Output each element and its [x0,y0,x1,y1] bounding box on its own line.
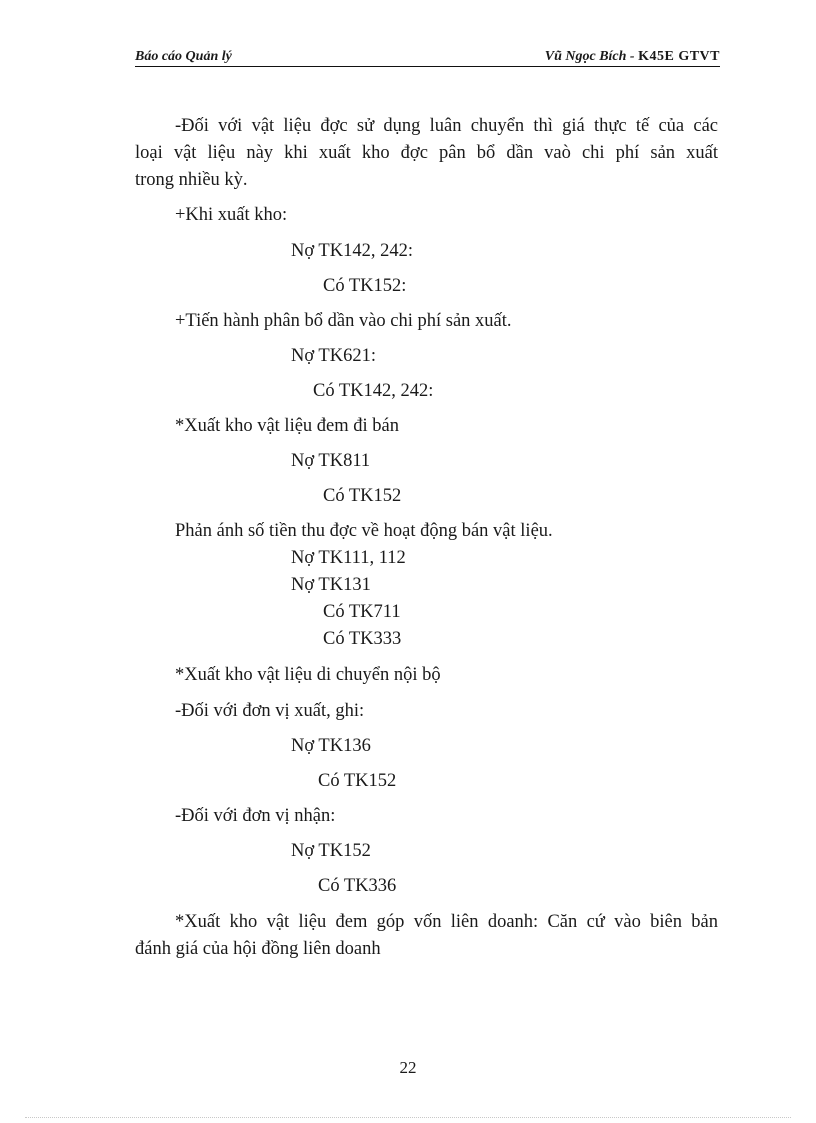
subheading-tien-hanh: +Tiến hành phân bổ dần vào chi phí sản xuất. [175,311,512,331]
header-author [545,49,720,65]
paragraph-line: -Đối với vật liệu đợc sử dụng luân chuyển thì giá thực tế của các [175,116,718,136]
entry-debit: Nợ TK811 [291,451,371,471]
entry-debit: Nợ TK142, 242: [291,241,413,261]
page-number: 22 [399,1058,417,1077]
entry-debit: Nợ TK136 [291,736,371,756]
page-header [135,46,720,67]
footer-divider [25,1117,791,1118]
entry-debit: Nợ TK152 [291,841,371,861]
paragraph-line: đánh giá của hội đồng liên doanh [135,939,381,959]
paragraph-line: loại vật liệu này khi xuất kho đợc pân bổ dần vaò chi phí sản xuất [135,143,718,163]
entry-credit: Có TK142, 242: [313,381,434,401]
subheading-khi-xuat-kho: +Khi xuất kho: [175,205,288,225]
entry-credit: Có TK152 [323,486,402,506]
paragraph-line: *Xuất kho vật liệu đem góp vốn liên doanh: Căn cứ vào biên bản [175,912,718,932]
entry-credit: Có TK152: [323,276,407,296]
header-report-title: Báo cáo Quản lý [135,49,232,64]
paragraph-line: trong nhiều kỳ. [135,170,248,190]
entry-credit: Có TK711 [323,602,401,622]
entry-credit: Có TK152 [318,771,397,791]
header-author-name: Vũ Ngọc Bích - [544,49,639,64]
entry-debit: Nợ TK111, 112 [291,548,406,568]
subheading-phan-anh: Phản ánh số tiền thu đợc về hoạt động bán vật liệu. [175,521,553,541]
entry-debit: Nợ TK131 [291,575,371,595]
subheading-xuat-ban: *Xuất kho vật liệu đem đi bán [175,416,400,436]
subheading-noi-bo: *Xuất kho vật liệu di chuyển nội bộ [175,665,441,685]
entry-credit: Có TK336 [318,876,397,896]
entry-debit: Nợ TK621: [291,346,376,366]
subheading-don-vi-nhan: -Đối với đơn vị nhận: [175,806,336,826]
subheading-don-vi-xuat: -Đối với đơn vị xuất, ghi: [175,701,365,721]
header-author-class: K45E GTVT [638,49,720,64]
entry-credit: Có TK333 [323,629,402,649]
